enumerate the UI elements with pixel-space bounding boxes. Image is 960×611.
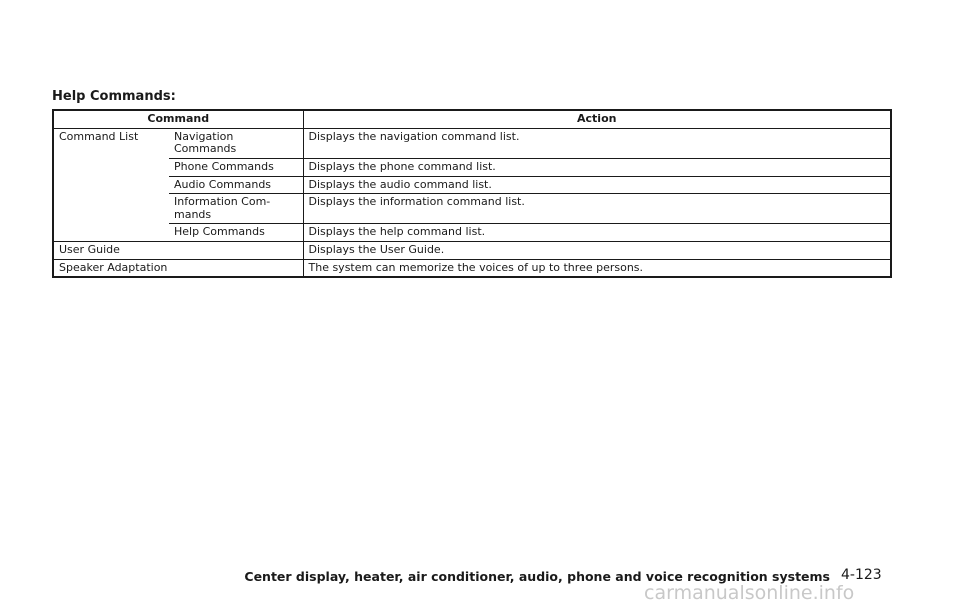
table-row	[53, 194, 891, 224]
watermark: carmanualsonline.info	[644, 582, 855, 604]
page-number: 4-123	[841, 567, 882, 583]
action-cell: Displays the navigation command list.	[308, 129, 520, 143]
footer-chapter-title: Center display, heater, air conditioner, audio, phone and voice recognition systems	[244, 569, 830, 584]
command-cell: Information Com- mands	[169, 194, 303, 224]
header-command: Command	[53, 110, 303, 128]
action-cell: Displays the audio command list.	[303, 176, 891, 194]
table-row	[53, 158, 891, 176]
action-cell: The system can memorize the voices of up to three persons.	[303, 259, 891, 277]
table-row	[53, 242, 891, 260]
action-cell: Displays the information command list.	[303, 194, 891, 224]
header-action: Action	[303, 110, 891, 128]
action-cell: Displays the phone command list.	[303, 158, 891, 176]
command-cell: Phone Commands	[169, 158, 303, 176]
command-cell: Speaker Adaptation	[53, 259, 303, 277]
section-heading: Help Commands:	[52, 89, 176, 104]
table-row	[53, 176, 891, 194]
table-header-row	[53, 110, 891, 128]
command-cell: Audio Commands	[169, 176, 303, 194]
table-row	[53, 128, 891, 158]
action-cell: Displays the help command list.	[303, 224, 891, 242]
action-cell: Displays the User Guide.	[303, 242, 891, 260]
table-row	[53, 224, 891, 242]
help-commands-table	[52, 109, 892, 278]
command-cell: User Guide	[53, 242, 303, 260]
command-list-label: Command List	[59, 129, 139, 143]
command-cell: Help Commands	[169, 224, 303, 242]
command-cell: Navigation Commands	[169, 128, 303, 158]
table-row	[53, 259, 891, 277]
